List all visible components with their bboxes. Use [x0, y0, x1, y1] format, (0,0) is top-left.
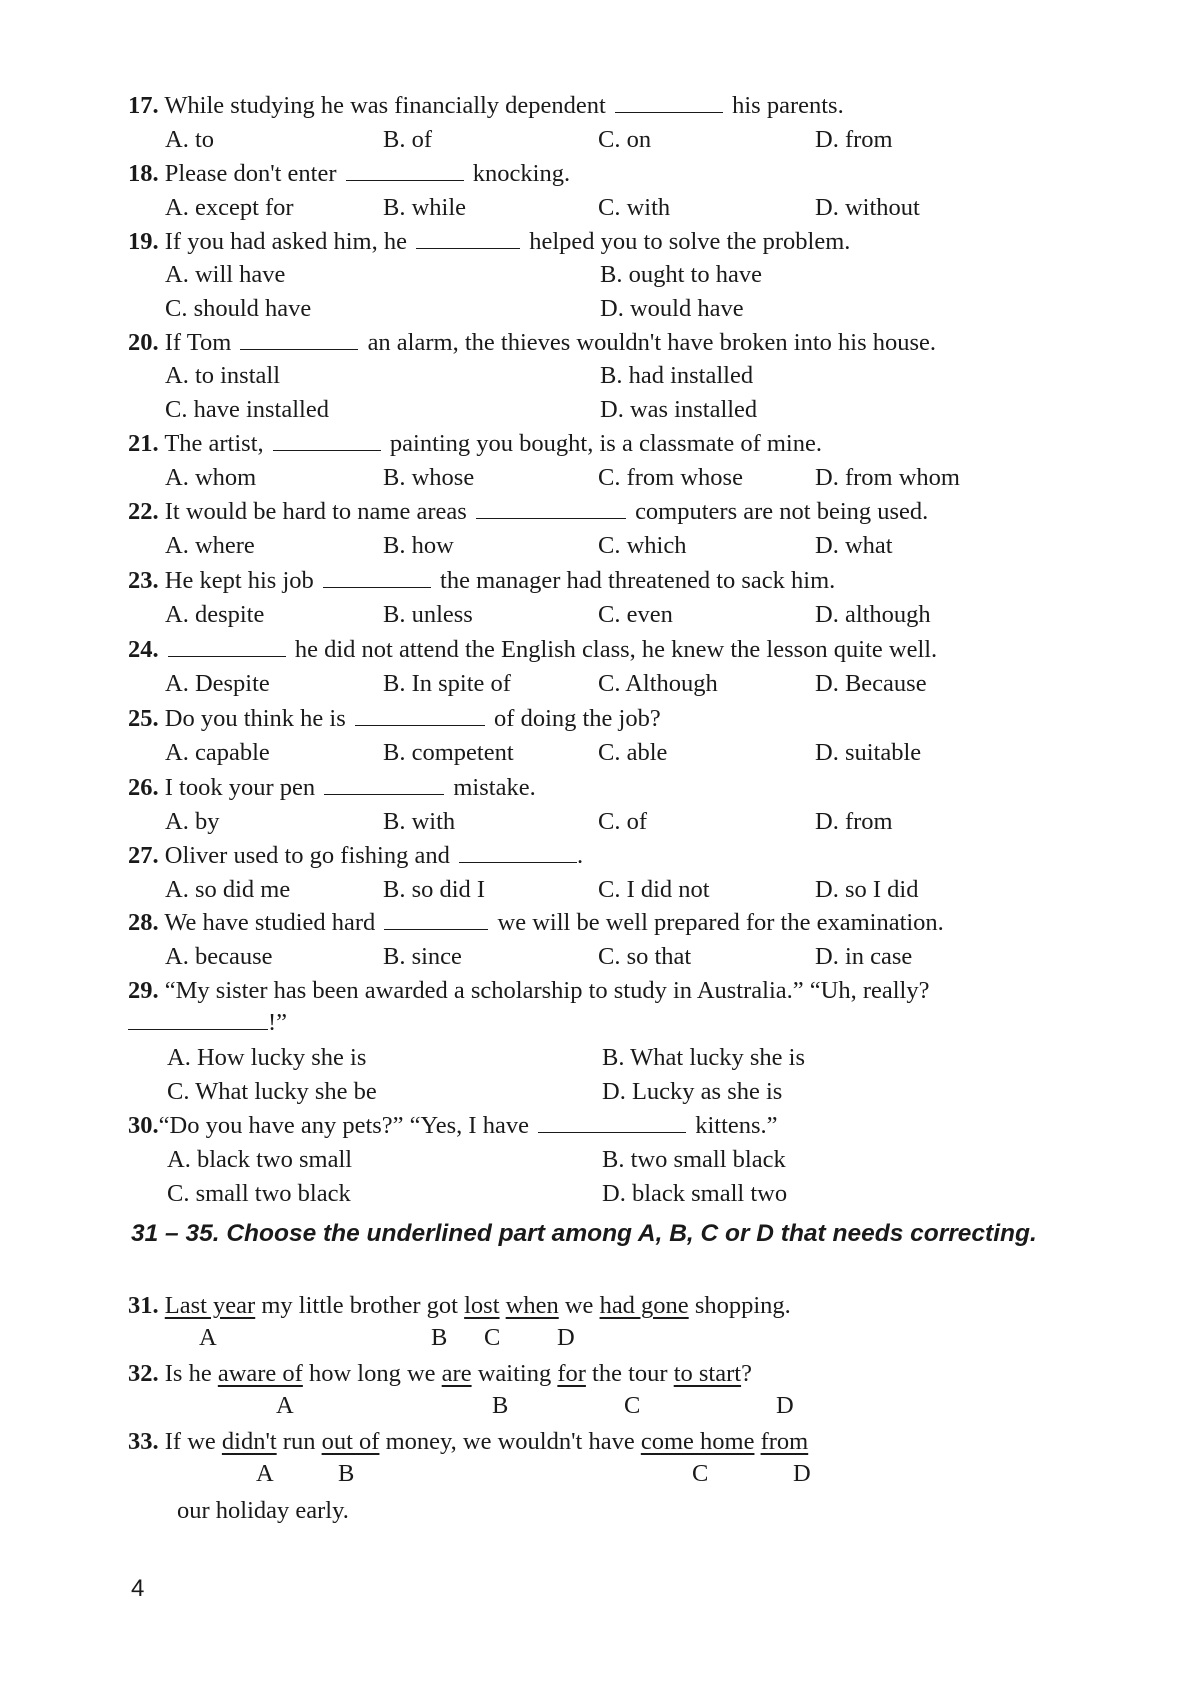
option-d: D. so I did [815, 876, 919, 903]
question-22: 22. It would be hard to name areas computers are not being used. [128, 498, 929, 525]
option-a: A. except for [165, 194, 294, 221]
option-c: C. on [598, 126, 652, 153]
option-c: C. Although [598, 670, 718, 697]
option-a: A. where [165, 532, 255, 559]
answer-blank [538, 1112, 686, 1133]
question-20: 20. If Tom an alarm, the thieves wouldn't have broken into his house. [128, 329, 937, 356]
option-b: B. so did I [383, 876, 486, 903]
option-c: C. small two black [167, 1180, 351, 1207]
label-a: A [256, 1460, 274, 1487]
answer-blank [459, 842, 577, 863]
option-b: B. unless [383, 601, 473, 628]
option-c: C. which [598, 532, 687, 559]
underlined-part-d: to start [673, 1360, 742, 1387]
option-d: D. Lucky as she is [602, 1078, 783, 1105]
underlined-part-c: when [505, 1292, 559, 1319]
underlined-part-d: had gone [599, 1292, 689, 1319]
option-d: D. although [815, 601, 931, 628]
answer-blank [240, 329, 358, 350]
page-number: 4 [131, 1575, 145, 1602]
question-18: 18. Please don't enter knocking. [128, 160, 571, 187]
option-d: D. from [815, 126, 893, 153]
option-b: B. two small black [602, 1146, 786, 1173]
label-a: A [199, 1324, 217, 1351]
option-a: A. How lucky she is [167, 1044, 367, 1071]
question-31: 31. Last year my little brother got lost when we had gone shopping. [128, 1292, 791, 1319]
option-a: A. because [165, 943, 273, 970]
option-d: D. Because [815, 670, 927, 697]
option-a: A. Despite [165, 670, 270, 697]
answer-blank [355, 705, 485, 726]
question-28: 28. We have studied hard we will be well prepared for the examination. [128, 909, 944, 936]
question-33-continuation: our holiday early. [177, 1497, 349, 1524]
answer-blank [168, 636, 286, 657]
option-d: D. from whom [815, 464, 960, 491]
option-d: D. what [815, 532, 893, 559]
option-b: B. had installed [600, 362, 754, 389]
option-b: B. how [383, 532, 454, 559]
section-heading: 31 – 35. Choose the underlined part among A, B, C or D that needs correcting. [131, 1220, 1037, 1247]
answer-blank [273, 430, 381, 451]
label-c: C [624, 1392, 641, 1419]
label-d: D [557, 1324, 575, 1351]
label-b: B [492, 1392, 509, 1419]
option-b: B. competent [383, 739, 514, 766]
option-b: B. ought to have [600, 261, 762, 288]
question-29-continuation: !” [128, 1007, 287, 1039]
option-b: B. whose [383, 464, 475, 491]
option-c: C. from whose [598, 464, 743, 491]
option-d: D. would have [600, 295, 744, 322]
question-25: 25. Do you think he is of doing the job? [128, 705, 661, 732]
underlined-part-b: are [441, 1360, 472, 1387]
question-26: 26. I took your pen mistake. [128, 774, 536, 801]
answer-blank [476, 498, 626, 519]
option-c: C. have installed [165, 396, 329, 423]
label-d: D [776, 1392, 794, 1419]
option-d: D. from [815, 808, 893, 835]
option-a: A. to install [165, 362, 281, 389]
option-b: B. What lucky she is [602, 1044, 806, 1071]
answer-blank [346, 160, 464, 181]
option-c: C. able [598, 739, 668, 766]
option-c: C. should have [165, 295, 312, 322]
question-24: 24. he did not attend the English class, he knew the lesson quite well. [128, 636, 938, 663]
option-d: D. black small two [602, 1180, 788, 1207]
underlined-part-b: out of [321, 1428, 380, 1455]
option-a: A. by [165, 808, 220, 835]
underlined-part-c: come home [640, 1428, 755, 1455]
answer-blank [128, 1009, 268, 1030]
answer-blank [615, 92, 723, 113]
option-a: A. whom [165, 464, 257, 491]
option-d: D. without [815, 194, 920, 221]
question-33: 33. If we didn't run out of money, we wouldn't have come home from [128, 1428, 809, 1455]
option-a: A. will have [165, 261, 286, 288]
option-c: C. with [598, 194, 671, 221]
option-c: C. of [598, 808, 647, 835]
option-b: B. of [383, 126, 432, 153]
option-c: C. I did not [598, 876, 710, 903]
underlined-part-c: for [557, 1360, 586, 1387]
label-a: A [276, 1392, 294, 1419]
answer-blank [323, 567, 431, 588]
option-c: C. so that [598, 943, 692, 970]
underlined-part-d: from [760, 1428, 809, 1455]
question-32: 32. Is he aware of how long we are waiting for the tour to start? [128, 1360, 752, 1387]
option-a: A. despite [165, 601, 265, 628]
option-a: A. to [165, 126, 214, 153]
underlined-part-a: Last year [164, 1292, 256, 1319]
option-b: B. In spite of [383, 670, 511, 697]
question-23: 23. He kept his job the manager had threatened to sack him. [128, 567, 836, 594]
underlined-part-a: didn't [221, 1428, 277, 1455]
option-d: D. was installed [600, 396, 758, 423]
option-a: A. black two small [167, 1146, 353, 1173]
underlined-part-a: aware of [217, 1360, 303, 1387]
label-d: D [793, 1460, 811, 1487]
answer-blank [416, 228, 520, 249]
option-c: C. even [598, 601, 673, 628]
option-d: D. in case [815, 943, 913, 970]
option-a: A. so did me [165, 876, 291, 903]
answer-blank [384, 909, 488, 930]
option-b: B. since [383, 943, 462, 970]
question-19: 19. If you had asked him, he helped you to solve the problem. [128, 228, 851, 255]
label-c: C [484, 1324, 501, 1351]
label-c: C [692, 1460, 709, 1487]
option-b: B. while [383, 194, 467, 221]
question-21: 21. The artist, painting you bought, is a classmate of mine. [128, 430, 822, 457]
question-27: 27. Oliver used to go fishing and . [128, 842, 584, 869]
question-17: 17. While studying he was financially dependent his parents. [128, 92, 844, 119]
option-d: D. suitable [815, 739, 922, 766]
option-c: C. What lucky she be [167, 1078, 377, 1105]
question-30: 30.“Do you have any pets?” “Yes, I have kittens.” [128, 1112, 778, 1139]
answer-blank [324, 774, 444, 795]
label-b: B [338, 1460, 355, 1487]
question-29: 29. “My sister has been awarded a scholarship to study in Australia.” “Uh, really? [128, 977, 930, 1004]
underlined-part-b: lost [464, 1292, 500, 1319]
option-b: B. with [383, 808, 456, 835]
option-a: A. capable [165, 739, 270, 766]
label-b: B [431, 1324, 448, 1351]
